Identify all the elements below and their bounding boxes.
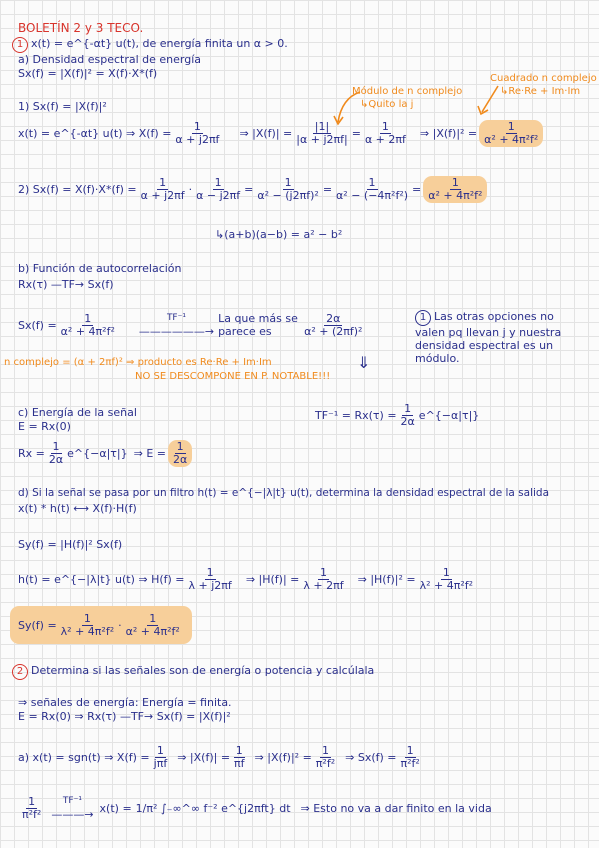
part-b-heading: b) Función de autocorrelación xyxy=(18,262,182,275)
fraction: $\frac{|1|}{|\alpha + j2\pi f|}$ xyxy=(296,119,348,146)
inverse-transform-line: 1 π²f² TF⁻¹ ———→ x(t) = 1/π² ∫₋∞^∞ f⁻² e^{j2πft} dt ⇒ Esto no va a dar finito en la vida xyxy=(22,794,492,821)
part-d-heading: d) Si la señal se pasa por un filtro h(t) = e^{−|λ|t} u(t), determina la densidad espectral de la salida xyxy=(18,487,550,499)
exercise-2-statement: 2 Determina si las señales son de energía o potencia y calcúlala xyxy=(12,664,374,680)
part-c-heading: c) Energía de la señal xyxy=(18,406,137,419)
fraction: 2α α² + (2πf)² xyxy=(304,311,363,338)
fraction: $\frac{1}{\alpha - j2\pi f}$ xyxy=(196,175,241,202)
method-2-line: 2) Sx(f) = X(f)·X*(f) = $\frac{1}{\alpha + j2\pi f}$ · $\frac{1}{\alpha - j2\pi f}$ = $\frac{1}{\text{α² − (j2πf)²}}$ = $\frac{1}{\text{α² − (−4π²f²)}}$ = $\frac{1}{\text{α² + 4π²f²}}$ xyxy=(18,172,489,206)
note-cuadrado: Cuadrado n complejo xyxy=(490,73,597,84)
energy-definition: E = Rx(0) ⇒ Rx(τ) —TF→ Sx(f) = |X(f)|² xyxy=(18,710,231,723)
not-notable-note: NO SE DESCOMPONE EN P. NOTABLE!!! xyxy=(135,371,331,382)
page-title: BOLETÍN 2 y 3 TECO. xyxy=(18,21,144,35)
highlighted-result: $\frac{1}{2\alpha}$ xyxy=(168,440,192,467)
tf-inverse-arrow: TF⁻¹ ——————→ xyxy=(138,313,215,338)
rx-tf-relation: Rx(τ) —TF→ Sx(f) xyxy=(18,278,114,291)
arrow-icon xyxy=(330,88,370,128)
part-b-note: 1 Las otras opciones no valen pq llevan j y nuestra densidad espectral es un módulo. xyxy=(415,310,562,365)
exercise-1-statement: 1 x(t) = e^{-αt} u(t), de energía finita un α > 0. xyxy=(12,37,288,53)
exercise-number-badge: 2 xyxy=(12,664,28,680)
note-cuadrado-detail: ↳Re·Re + Im·Im xyxy=(500,86,581,97)
part-a-heading: a) Densidad espectral de energía xyxy=(18,53,202,66)
part-a2-line: a) x(t) = sgn(t) ⇒ X(f) = 1 jπf ⇒ |X(f)| = $\frac{1}{\pi f}$ ⇒ |X(f)|² = $\frac{1}{\text{π²f²}}$ ⇒ Sx(f) = $\frac{1}{\text{π²f²}}$ xyxy=(18,743,420,770)
sy-definition: Sy(f) = |H(f)|² Sx(f) xyxy=(18,538,123,551)
fraction: $\frac{1}{\text{α² − (−4π²f²)}}$ xyxy=(336,175,409,202)
complex-product-note: n complejo = (α + 2πf)² ⇒ producto es Re·Re + Im·Im xyxy=(4,357,272,368)
method-1-line: x(t) = e^{-αt} u(t) ⇒ X(f) = $\frac{1}{\alpha + j2\pi f}$ ⇒ |X(f)| = $\frac{|1|}{|\alpha + j2\pi f|}$ = $\frac{1}{\alpha + 2\pi f}$ ⇒ |X(f)|² = $\frac{1}{\text{α² + 4π²f²}}$ xyxy=(18,116,545,150)
note-quito: ↳Quito la j xyxy=(360,99,414,110)
down-arrow: ⇓ xyxy=(357,353,371,372)
exercise-number-badge: 1 xyxy=(12,37,28,53)
part-b-result: TF⁻¹ = Rx(τ) = $\frac{1}{2\alpha}$ e^{−α|τ|} xyxy=(315,401,480,428)
part-d-line: h(t) = e^{−|λ|t} u(t) ⇒ H(f) = $\frac{1}{\lambda + j2\pi f}$ ⇒ |H(f)| = $\frac{1}{\lambda + 2\pi f}$ ⇒ |H(f)|² = $\frac{1}{\text{λ² + 4π²f²}}$ xyxy=(18,565,474,592)
fraction: $\frac{1}{\text{α² + 4π²f²}}$ xyxy=(60,311,115,338)
highlighted-result: $\frac{1}{\text{α² + 4π²f²}}$ xyxy=(479,120,543,147)
method-1-label: 1) Sx(f) = |X(f)|² xyxy=(18,100,107,113)
convolution-relation: x(t) * h(t) ⟷ X(f)·H(f) xyxy=(18,502,137,515)
difference-of-squares-note: ↳(a+b)(a−b) = a² − b² xyxy=(215,228,343,241)
arrow-icon xyxy=(474,82,504,118)
note-modulo: Módulo de n complejo xyxy=(352,86,463,97)
fraction: $\frac{1}{\alpha + 2\pi f}$ xyxy=(364,119,406,146)
energy-signals-note: ⇒ señales de energía: Energía = finita. xyxy=(18,696,232,709)
highlighted-result: $\frac{1}{\text{α² + 4π²f²}}$ xyxy=(423,176,487,203)
fraction: $\frac{1}{\alpha + j2\pi f}$ xyxy=(140,175,185,202)
energy-equals-rx0: E = Rx(0) xyxy=(18,420,71,433)
sx-definition: Sx(f) = |X(f)|² = X(f)·X*(f) xyxy=(18,67,158,80)
part-c-line: Rx = $\frac{1}{2\alpha}$ e^{−α|τ|} ⇒ E = $\frac{1}{2\alpha}$ xyxy=(18,436,194,470)
fraction: $\frac{1}{\alpha + j2\pi f}$ xyxy=(175,119,220,146)
fraction: $\frac{1}{\text{α² − (j2πf)²}}$ xyxy=(257,175,319,202)
part-d-result: Sy(f) = $\frac{1}{\text{λ² + 4π²f²}}$ · 1 α² + 4π²f² xyxy=(10,606,192,644)
part-b-line: Sx(f) = $\frac{1}{\text{α² + 4π²f²}}$ TF⁻¹ ——————→ La que más se parece es 2α α² + (2πf)² xyxy=(18,311,363,338)
